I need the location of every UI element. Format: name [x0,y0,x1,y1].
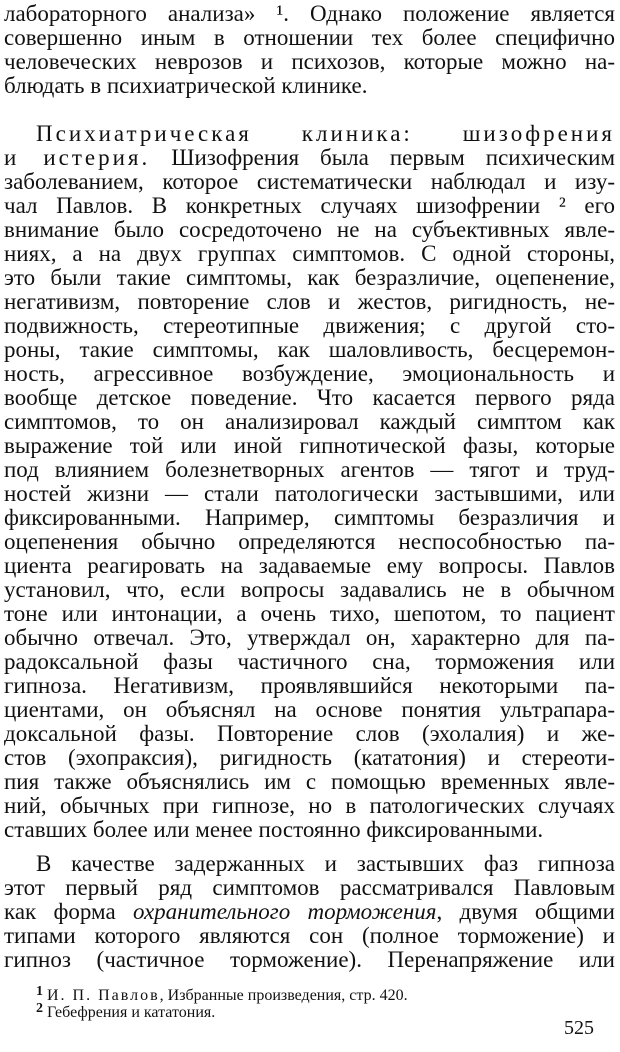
text-line: симптомов, то он анализировал каждый симптом как [4,410,615,434]
text-line: циента реагировать на задаваемые ему вопросы. Павлов [4,554,615,578]
text-line: ний, обычных при гипнозе, но в патологических случаях [4,794,615,818]
text-line: внимание было сосредоточено не на субъективных явле- [4,218,615,242]
footnote [36,1000,596,1022]
text-line: заболеванием, которое систематически наблюдал и изу- [4,170,615,194]
text-line: обычно отвечал. Это, утверждал он, характерно для па- [4,626,615,650]
text-line: ность, агрессивное возбуждение, эмоциональность и [4,362,615,386]
text-line: оцепенения обычно определяются неспособностью па- [4,530,615,554]
text-line: фиксированными. Например, симптомы безразличия и [4,506,615,530]
text-line: вообще детское поведение. Что касается первого ряда [4,386,615,410]
text-line: это были такие симптомы, как безразличие, оцепенение, [4,266,615,290]
text-line: лабораторного анализа» ¹. Однако положение является [4,2,615,26]
text-line [4,146,615,170]
text-line: циентами, он объяснял на основе понятия ультрапара- [4,698,615,722]
footnote-text: , Избранные произведения, стр. 420. [159,987,408,1004]
text-line: тоне или интонации, а очень тихо, шепотом, то пациент [4,602,615,626]
footnote-number: 2 [36,1001,43,1016]
text-line: совершенно иным в отношении тех более специфично [4,26,615,50]
text-fragment: как форма [4,900,133,924]
text-line: блюдать в психиатрической клинике. [4,74,368,98]
text-line [4,900,615,924]
footnote-author: И. П. Павлов [47,987,160,1004]
footnote-number: 1 [36,984,43,999]
text-line: человеческих неврозов и психозов, которые можно на- [4,50,615,74]
text-line: установил, что, если вопросы задавались не в обычном [4,578,615,602]
text-line: В качестве задержанных и застывших фаз гипноза [36,852,615,876]
text-line: роны, такие симптомы, как шаловливость, бесцеремон- [4,338,615,362]
text-line: под влиянием болезнетворных агентов — тягот и труд- [4,458,615,482]
text-line: подвижность, стереотипные движения; с другой сто- [4,314,615,338]
text-line: этот первый ряд симптомов рассматривался Павловым [4,876,615,900]
text-line: гипноз (частичное торможение). Перенапряжение или [4,948,615,972]
text-line: радоксальной фазы частичного сна, торможения или [4,650,615,674]
text-fragment: , двумя общими [436,900,615,924]
text-line: гипноза. Негативизм, проявлявшийся некоторыми па- [4,674,615,698]
text-line: ставших более или менее постоянно фиксированными. [4,818,544,842]
footnote-text: Гебефрения и кататония. [47,1004,216,1021]
page-number: 525 [564,1017,594,1039]
text-line: доксальной фазы. Повторение слов (эхолалия) и же- [4,722,615,746]
italic-term: охранительного торможения [132,900,437,924]
text-line: выражение той или иной гипнотической фазы, которые [4,434,615,458]
text-line: ниях, а на двух группах симптомов. С одной стороны, [4,242,615,266]
text-fragment: Шизофрения была первым психическим [171,146,615,170]
text-line: чал Павлов. В конкретных случаях шизофрении ² его [4,194,615,218]
text-line: негативизм, повторение слов и жестов, ригидность, не- [4,290,615,314]
section-heading-part: и истерия. [4,146,151,170]
section-heading [36,122,615,146]
text-line: стов (эхопраксия), ригидность (кататония) и стереоти- [4,746,615,770]
section-heading-part: Психиатрическая клиника: шизофрения [36,122,615,146]
text-line: пия также объяснялись им с помощью временных явле- [4,770,615,794]
text-line: ностей жизни — стали патологически застывшими, или [4,482,615,506]
text-line: типами которого являются сон (полное торможение) и [4,924,615,948]
